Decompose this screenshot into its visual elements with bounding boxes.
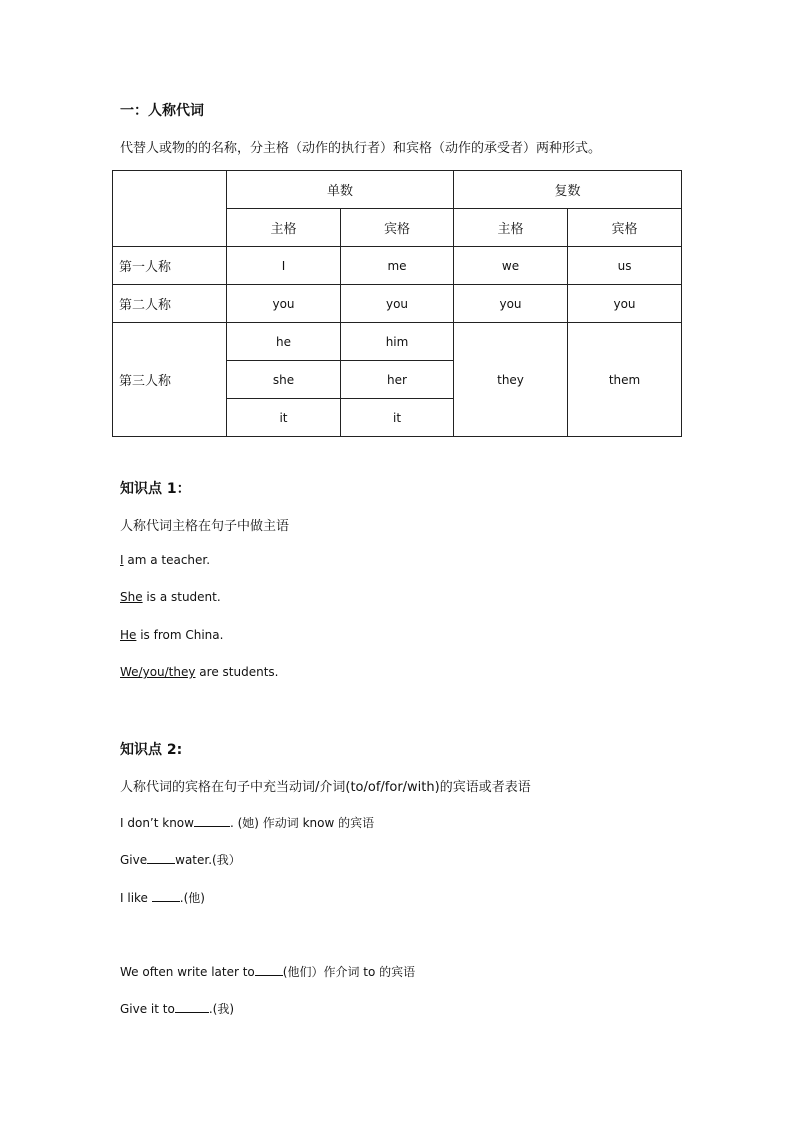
table-cell: you	[341, 285, 454, 323]
table-cell: her	[341, 361, 454, 399]
example-subject: He	[120, 628, 137, 642]
exercise-text-after: .(他)	[179, 891, 205, 905]
answer-blank[interactable]	[152, 890, 180, 902]
header-pl-object: 宾格	[568, 209, 682, 247]
row-label-second-person: 第二人称	[113, 285, 227, 323]
exercise-sentence	[120, 814, 374, 831]
table-corner-cell	[113, 171, 227, 247]
answer-blank[interactable]	[255, 964, 283, 976]
exercise-text-before: Give it to	[120, 1002, 175, 1016]
header-plural: 复数	[454, 171, 682, 209]
table-cell: it	[341, 399, 454, 437]
intro-text: 代替人或物的的名称，分主格（动作的执行者）和宾格（动作的承受者）两种形式。	[120, 141, 602, 156]
table-cell: I	[227, 247, 341, 285]
table-row	[113, 247, 682, 285]
row-label-first-person: 第一人称	[113, 247, 227, 285]
table-cell: us	[568, 247, 682, 285]
table-row	[113, 323, 682, 361]
answer-blank[interactable]	[147, 852, 175, 864]
exercise-text-after: water.(我）	[175, 853, 241, 867]
table-row	[113, 285, 682, 323]
example-subject: I	[120, 553, 124, 567]
example-subject: She	[120, 590, 143, 604]
exercise-sentence	[120, 889, 205, 906]
row-label-third-person: 第三人称	[113, 323, 227, 437]
exercise-sentence	[120, 851, 241, 868]
pronoun-table	[112, 170, 682, 437]
example-rest: am a teacher.	[123, 553, 211, 567]
example-sentence	[120, 553, 210, 567]
exercise-text-after: .(我)	[208, 1002, 235, 1016]
example-sentence	[120, 665, 278, 679]
answer-blank[interactable]	[175, 1001, 209, 1013]
example-subject: We/you/they	[120, 665, 196, 679]
exercise-sentence	[120, 1000, 234, 1017]
header-sg-object: 宾格	[341, 209, 454, 247]
table-cell: it	[227, 399, 341, 437]
point2-title: 知识点 2:	[120, 742, 183, 758]
table-cell: you	[227, 285, 341, 323]
example-rest: are students.	[195, 665, 279, 679]
table-row	[113, 171, 682, 209]
point1-title: 知识点 1：	[120, 481, 191, 497]
example-sentence	[120, 628, 223, 642]
point1-description: 人称代词主格在句子中做主语	[120, 519, 290, 534]
header-singular: 单数	[227, 171, 454, 209]
exercise-text-before: Give	[120, 853, 148, 867]
exercise-text-after: . (她) 作动词 know 的宾语	[229, 816, 375, 830]
example-sentence	[120, 590, 221, 604]
exercise-text-before: We often write later to	[120, 965, 255, 979]
table-cell: them	[568, 323, 682, 437]
table-cell: him	[341, 323, 454, 361]
table-cell: he	[227, 323, 341, 361]
exercise-text-before: I like	[120, 891, 152, 905]
table-cell: she	[227, 361, 341, 399]
header-sg-subject: 主格	[227, 209, 341, 247]
section-title: 一：人称代词	[120, 103, 204, 119]
example-rest: is a student.	[142, 590, 221, 604]
answer-blank[interactable]	[194, 815, 230, 827]
exercise-sentence	[120, 963, 415, 980]
table-cell: you	[568, 285, 682, 323]
example-rest: is from China.	[136, 628, 224, 642]
header-pl-subject: 主格	[454, 209, 568, 247]
table-cell: we	[454, 247, 568, 285]
table-cell: me	[341, 247, 454, 285]
table-cell: you	[454, 285, 568, 323]
point2-description: 人称代词的宾格在句子中充当动词/介词(to/of/for/with)的宾语或者表语	[120, 780, 531, 795]
exercise-text-before: I don’t know	[120, 816, 194, 830]
table-cell: they	[454, 323, 568, 437]
exercise-text-after: (他们）作介词 to 的宾语	[282, 965, 416, 979]
